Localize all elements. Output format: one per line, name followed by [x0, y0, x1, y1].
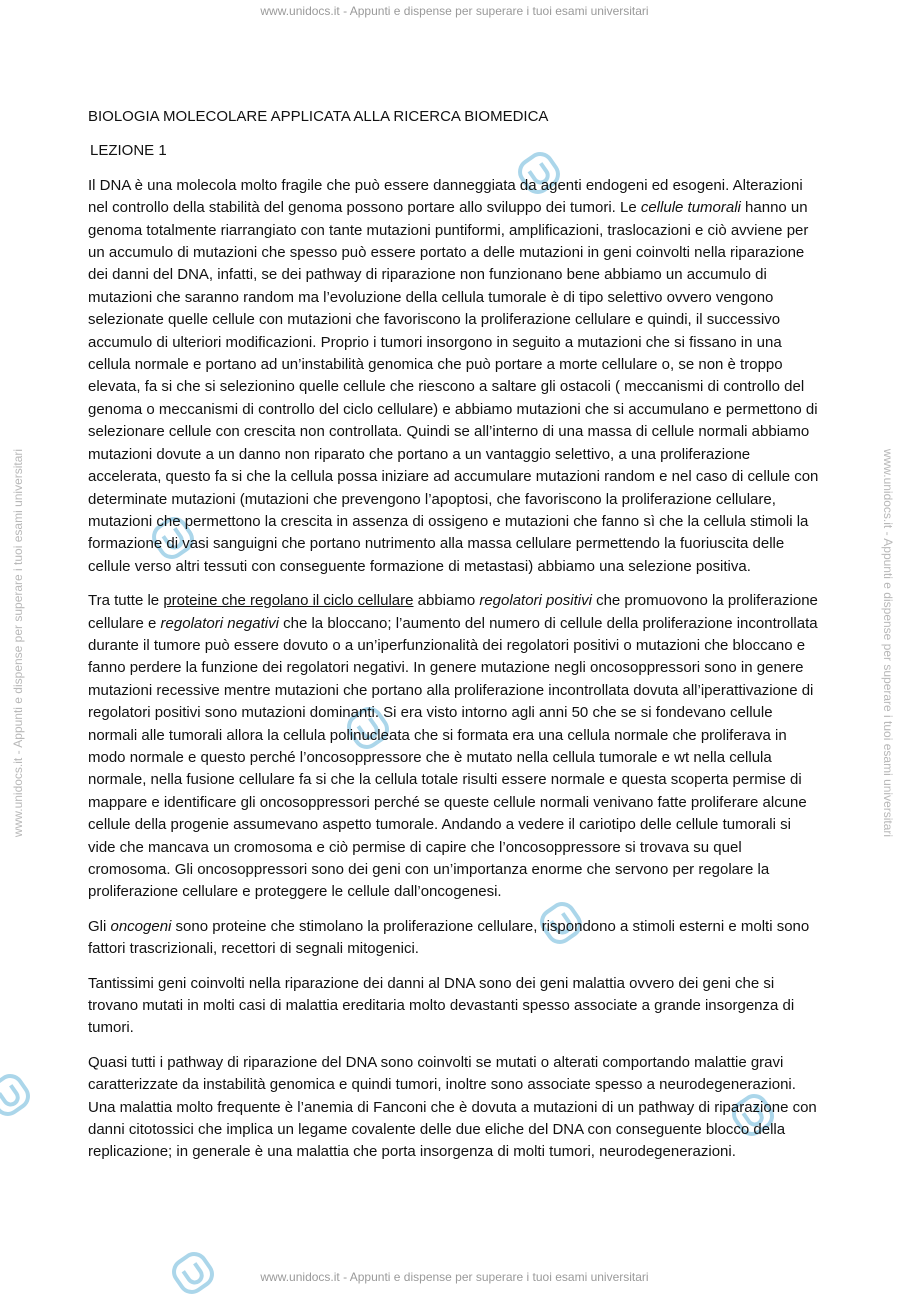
italic-term: cellule tumorali [640, 199, 741, 217]
italic-term: regolatori positivi [479, 592, 592, 610]
footer-banner: www.unidocs.it - Appunti e dispense per superare i tuoi esami universitari [260, 1270, 649, 1284]
right-watermark-text: www.unidocs.it - Appunti e dispense per superare i tuoi esami universitari [881, 448, 895, 838]
document-body [88, 106, 820, 1176]
italic-term: oncogeni [110, 917, 172, 935]
italic-term: regolatori negativi [160, 614, 279, 632]
header-banner: www.unidocs.it - Appunti e dispense per superare i tuoi esami universitari [260, 4, 649, 18]
text-run: che promuovono la proliferazione cellulare e [88, 592, 818, 632]
text-run: che la bloccano; l’aumento del numero di cellule della proliferazione incontrollata durante il tumore può essere dovuto o a un’iperfunzionalità dei regolatori positivi o mutazioni che bloccano e fanno perdere la funzione dei regolatori negativi. In genere mutazione negli oncosoppressori sono in genere mutazioni recessive mentre mutazioni che portano alla proliferazione incontrollata dovuta all’iperattivazione di regolatori positivi sono mutazioni dominanti. Si era visto intorno agli anni 50 che se si fondevano cellule normali alle tumorali allora la cellula polinucleata che si formata era una cellula normale che proliferava in modo normale e questo perché l’oncosoppressore che è mutato nella cellula tumorale e wt nella cellula normale, nella fusione cellulare fa si che la cellula totale risulti essere normale e questa scoperta permise di mappare e identificare gli oncosoppressori perché se queste cellule normali venivano fatte proliferare alcune cellule della progenie assumevano aspetto tumorale. Andando a vedere il cariotipo delle cellule tumorali si vide che mancava un cromosoma e ciò permise di capire che l’oncosoppressore si trovava su quel cromosoma. Gli oncosoppressori sono dei geni con un’importanza enorme che servono per regolare la proliferazione cellulare e proteggere le cellule dall’oncogenesi. [88, 614, 818, 901]
text-run: abbiamo [413, 592, 480, 610]
text-run: Tra tutte le [88, 592, 164, 610]
paragraph-1 [88, 175, 820, 578]
lesson-heading: LEZIONE 1 [90, 142, 167, 160]
unidocs-logo-icon [0, 1072, 32, 1118]
paragraph-5: Quasi tutti i pathway di riparazione del DNA sono coinvolti se mutati o alterati comportando malattie gravi caratterizzate da instabilità genomica e quindi tumori, inoltre sono associate spesso a neurodegenerazioni. Una malattia molto frequente è l’anemia di Fanconi che è dovuta a mutazioni di un pathway di riparazione con danni citotossici che implica un legame covalente delle due eliche del DNA con conseguente blocco della replicazione; in generale è una malattia che porta insorgenza di molti tumori, neurodegenerazioni. [88, 1053, 817, 1161]
text-run: Il DNA è una molecola molto fragile che può essere danneggiata da agenti endogeni ed esogeni. Alterazioni nel controllo della stabilità del genoma possono portare allo sviluppo dei tumori. Le [88, 176, 803, 217]
paragraph-4: Tantissimi geni coinvolti nella riparazione dei danni al DNA sono dei geni malattia ovvero dei geni che si trovano mutati in molti casi di malattia ereditaria molto devastanti spesso associate a grande insorgenza di tumori. [88, 974, 795, 1037]
paragraph-2 [88, 590, 820, 904]
left-watermark-text: www.unidocs.it - Appunti e dispense per superare i tuoi esami universitari [11, 448, 25, 838]
text-run: Gli [88, 917, 111, 935]
document-title: BIOLOGIA MOLECOLARE APPLICATA ALLA RICERCA BIOMEDICA [88, 108, 549, 125]
text-run: sono proteine che stimolano la proliferazione cellulare, rispondono a stimoli esterni e molti sono fattori trascrizionali, recettori di segnali mitogenici. [88, 917, 810, 958]
paragraph-3 [88, 916, 820, 961]
text-run: hanno un genoma totalmente riarrangiato con tante mutazioni puntiformi, amplificazioni, traslocazioni e ciò avviene per un accumulo di mutazioni che spesso può essere portato a delle mutazioni in geni coinvolti nella riparazione dei danni del DNA, infatti, se dei pathway di riparazione non funzionano bene abbiamo un accumulo di mutazioni che saranno random ma l’evoluzione della cellula tumorale è di tipo selettivo ovvero vengono selezionate quelle cellule con mutazioni che favoriscono la proliferazione cellulare e quindi, il successivo accumulo di ulteriori modificazioni. Proprio i tumori insorgono in seguito a mutazioni che si fissano in una cellula normale e portano ad un’instabilità genomica che può portare a morte cellulare o, se non è troppo elevata, fa si che si selezionino quelle cellule che riescono a saltare gli ostacoli ( meccanismi di controllo del genoma o meccanismi di controllo del ciclo cellulare) e abbiamo mutazioni che si accumulano e permettono di selezionare cellule con crescita non controllata. Quindi se all’interno di una massa di cellule normali abbiamo mutazioni dovute a un danno non riparato che portano a un vantaggio selettivo, a una proliferazione accelerata, questo fa si che la cellula possa iniziare ad accumulare mutazioni random e nel caso di cellule con determinate mutazioni (mutazioni che prevengono l’apoptosi, che favoriscono la proliferazione cellulare, mutazioni che permettono la crescita in assenza di ossigeno e mutazioni che fanno sì che la cellula stimoli la formazione di vasi sanguigni che portano nutrimento alla massa cellulare permettendo la fuoriuscita delle cellule verso altri tessuti con conseguente formazione di metastasi) abbiamo una selezione positiva. [88, 199, 819, 575]
underlined-term: proteine che regolano il ciclo cellulare [163, 592, 414, 610]
